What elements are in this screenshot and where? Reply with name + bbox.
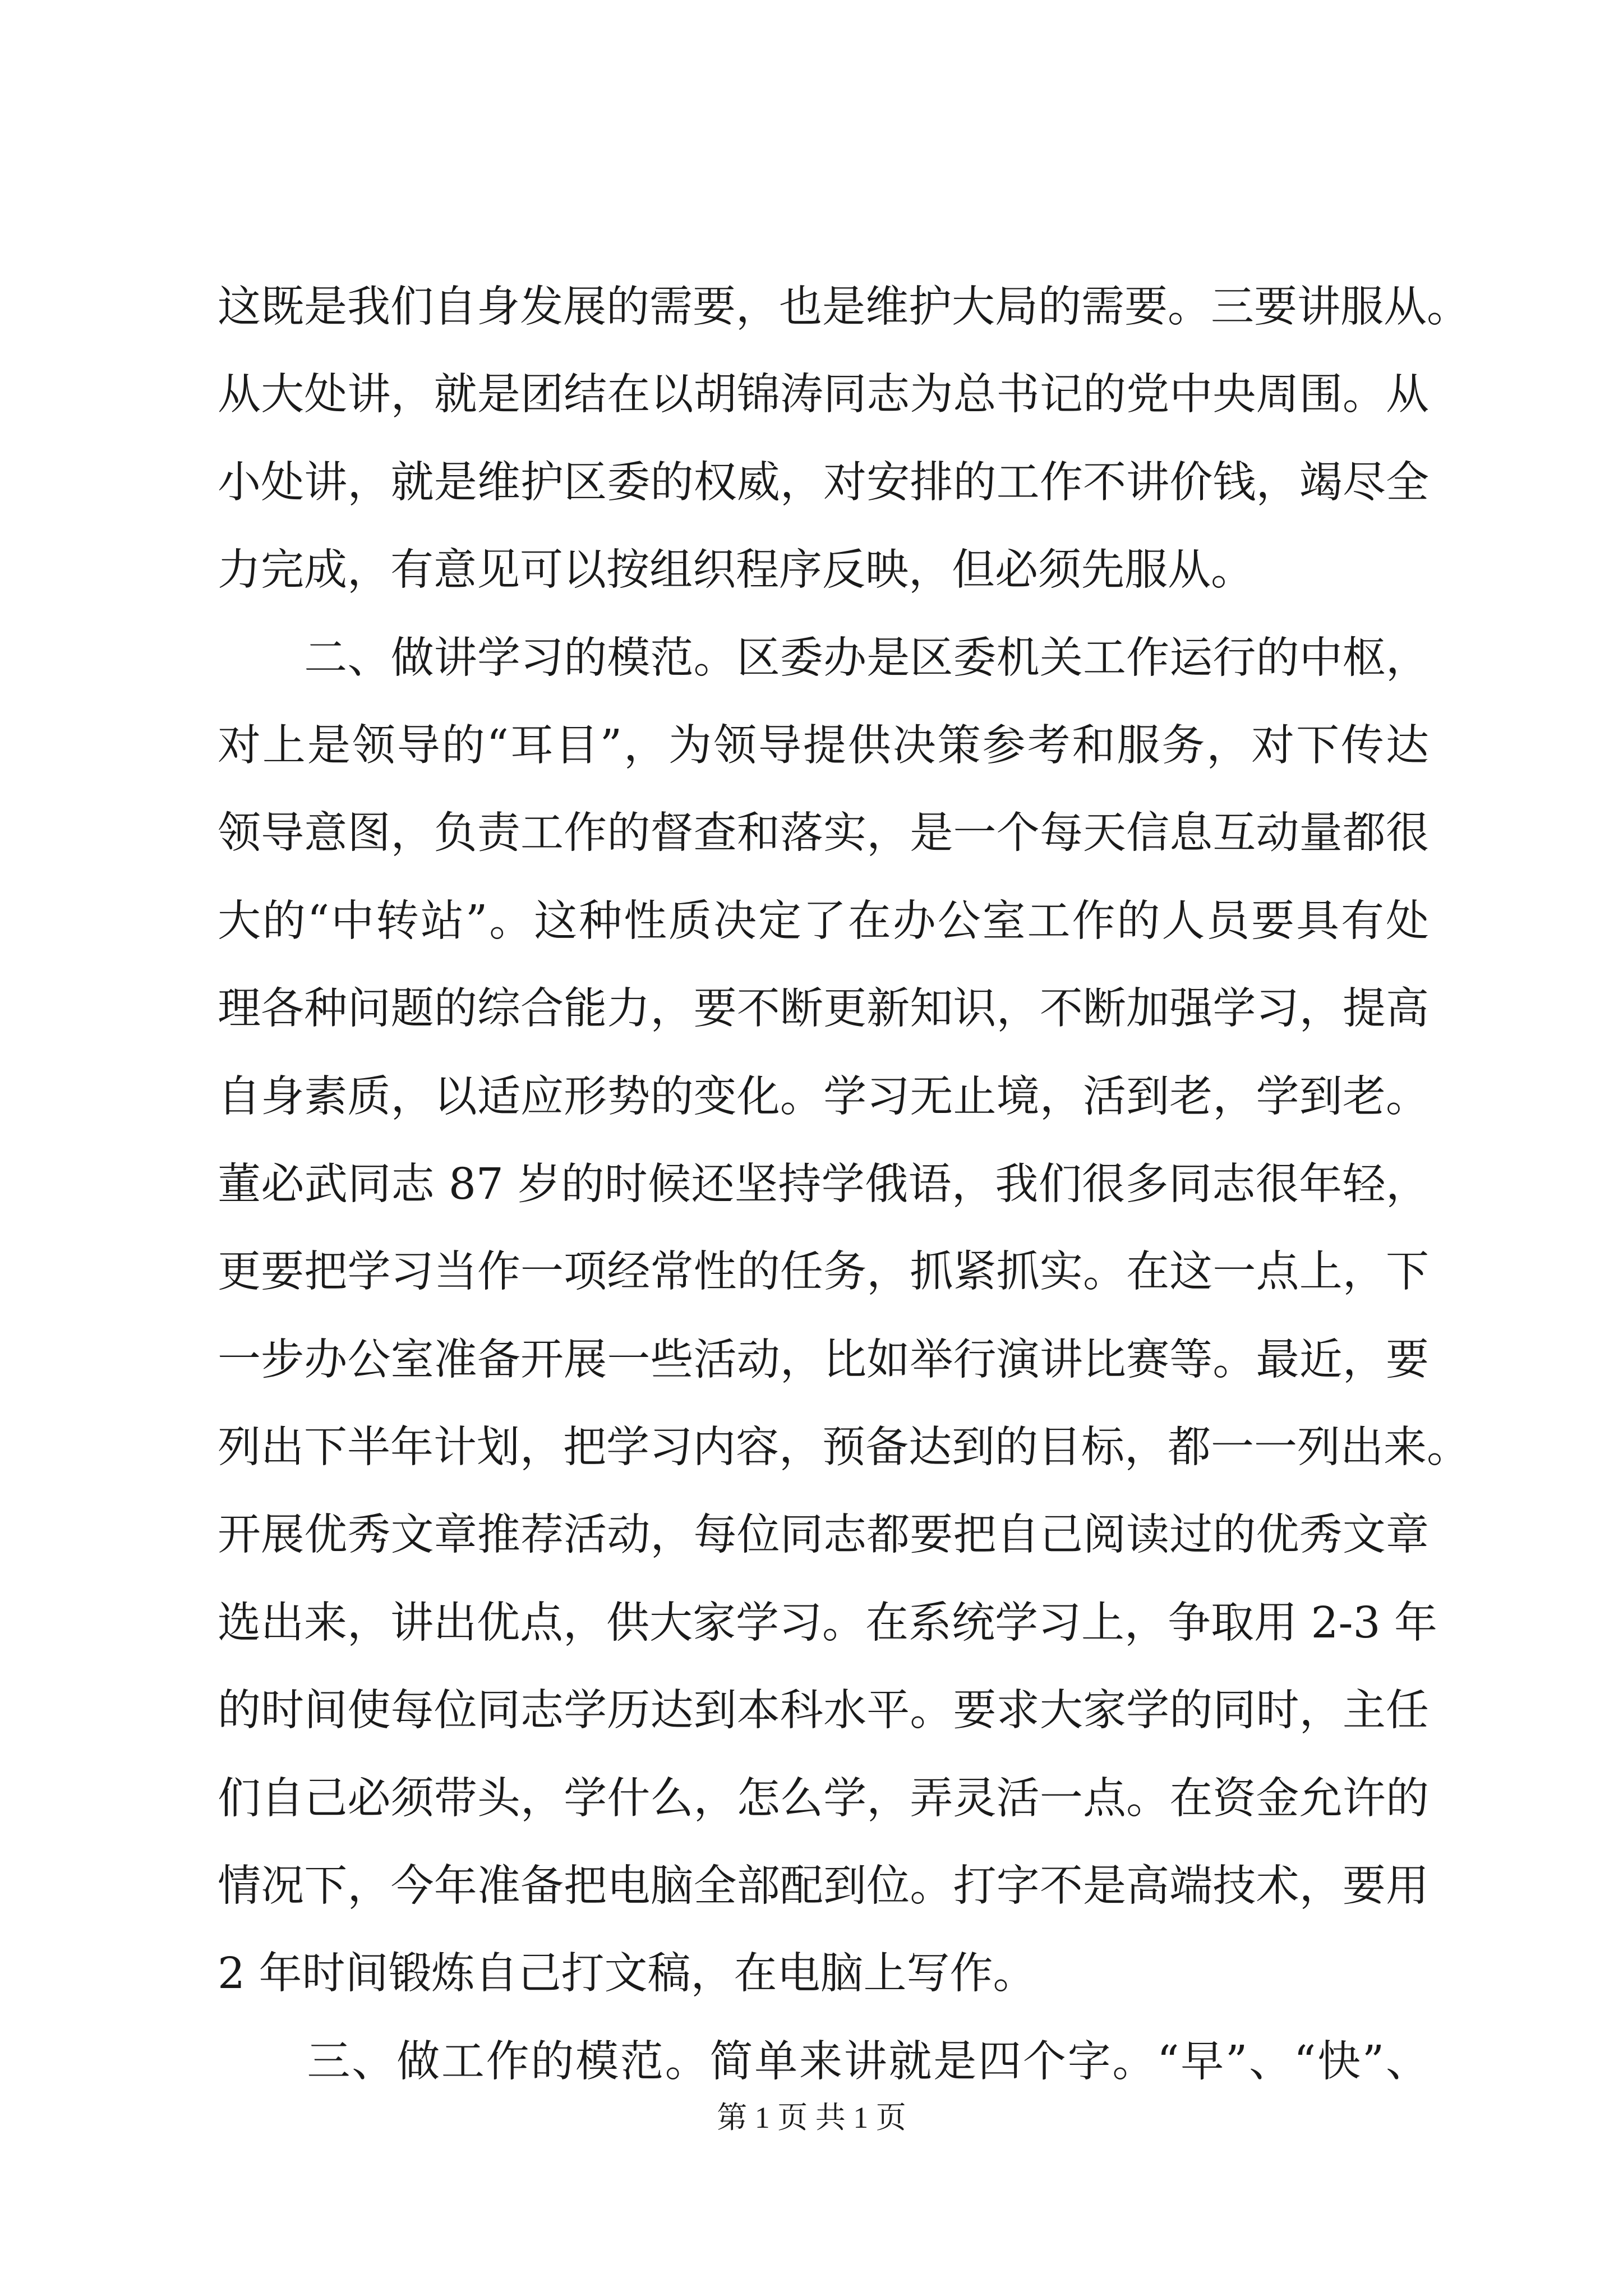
text-line: 自身素质，以适应形势的变化。学习无止境，活到老，学到老。 [218, 1071, 1429, 1122]
text-line: 力完成，有意见可以按组织程序反映，但必须先服从。 [218, 545, 1254, 596]
text-line: 这既是我们自身发展的需要，也是维护大局的需要。三要讲服从。 [218, 282, 1470, 332]
text-line: 更要把学习当作一项经常性的任务，抓紧抓实。在这一点上，下 [218, 1247, 1429, 1297]
text-line: 对上是领导的“耳目”，为领导提供决策参考和服务，对下传达 [218, 720, 1429, 771]
text-line: 董必武同志 87 岁的时候还坚持学俄语，我们很多同志很年轻， [218, 1159, 1429, 1209]
text-line: 小处讲，就是维护区委的权威，对安排的工作不讲价钱，竭尽全 [218, 457, 1429, 508]
text-line: 列出下半年计划，把学习内容，预备达到的目标，都一一列出来。 [218, 1423, 1470, 1473]
text-line: 一步办公室准备开展一些活动，比如举行演讲比赛等。最近，要 [218, 1335, 1429, 1385]
text-line: 领导意图，负责工作的督查和落实，是一个每天信息互动量都很 [218, 808, 1429, 859]
paragraph-heading-line: 二、做讲学习的模范。区委办是区委机关工作运行的中枢， [218, 633, 1429, 683]
paragraph-heading-line: 三、做工作的模范。简单来讲就是四个字。“早”、“快”、 [218, 2036, 1429, 2087]
document-body [218, 264, 1470, 2106]
text-line: 情况下，今年准备把电脑全部配到位。打字不是高端技术，要用 [218, 1861, 1429, 1912]
text-line: 开展优秀文章推荐活动，每位同志都要把自己阅读过的优秀文章 [218, 1510, 1429, 1561]
text-line: 理各种问题的综合能力，要不断更新知识，不断加强学习，提高 [218, 984, 1429, 1034]
text-line: 从大处讲，就是团结在以胡锦涛同志为总书记的党中央周围。从 [218, 370, 1429, 420]
text-line: 大的“中转站”。这种性质决定了在办公室工作的人员要具有处 [218, 896, 1429, 946]
text-line: 2 年时间锻炼自己打文稿，在电脑上写作。 [218, 1949, 1036, 1999]
text-line: 的时间使每位同志学历达到本科水平。要求大家学的同时，主任 [218, 1686, 1429, 1736]
page-footer: 第 1 页 共 1 页 [717, 2101, 906, 2134]
text-line: 们自己必须带头，学什么，怎么学，弄灵活一点。在资金允许的 [218, 1773, 1429, 1824]
text-line: 选出来，讲出优点，供大家学习。在系统学习上，争取用 2-3 年 [218, 1598, 1437, 1648]
